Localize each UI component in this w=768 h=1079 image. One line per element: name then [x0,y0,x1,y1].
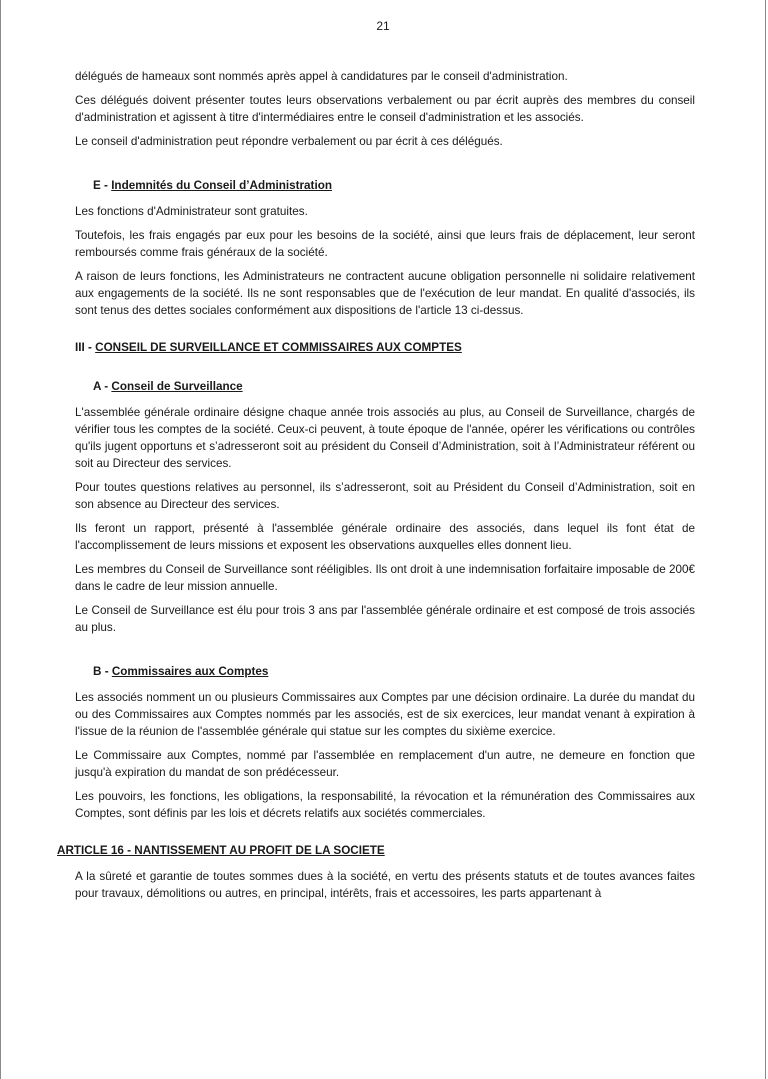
page-content [57,68,695,909]
paragraph: Toutefois, les frais engagés par eux pour les besoins de la société, ainsi que leurs frais de déplacement, leur seront remboursés comme frais généraux de la société. [75,229,695,259]
heading-title: Commissaires aux Comptes [111,665,269,678]
heading-prefix: E - [93,179,112,192]
section-heading-b [93,663,695,680]
section-heading-a [93,378,695,395]
paragraph: A raison de leurs fonctions, les Administrateurs ne contractent aucune obligation personnelle ni solidaire relativement aux engagements de la société. Ils ne sont responsables que de l'exécution de leur mandat. En qualité d'associés, ils sont tenus des dettes sociales conformément aux dispositions de l'article 13 ci-dessus. [75,270,695,317]
paragraph: délégués de hameaux sont nommés après appel à candidatures par le conseil d'administration. [75,70,568,83]
paragraph: Les membres du Conseil de Surveillance sont rééligibles. Ils ont droit à une indemnisation forfaitaire imposable de 200€ dans le cadre de leur mission annuelle. [75,563,695,593]
heading-title: Conseil de Surveillance [111,380,243,393]
paragraph: Les fonctions d'Administrateur sont gratuites. [75,205,308,218]
paragraph: Le Conseil de Surveillance est élu pour trois 3 ans par l'assemblée générale ordinaire et est composé de trois associés au plus. [75,604,695,634]
page-number: 21 [376,19,390,33]
paragraph: Pour toutes questions relatives au personnel, ils s’adresseront, soit au Président du Conseil d’Administration, soit en son absence au Directeur des services. [75,481,695,511]
paragraph: Les pouvoirs, les fonctions, les obligations, la responsabilité, la révocation et la rémunération des Commissaires aux Comptes, sont définis par les lois et décrets relatifs aux sociétés commerciales. [75,790,695,820]
section-heading-iii [75,339,695,356]
section-heading-e [93,177,695,194]
heading-prefix: B - [93,665,112,678]
heading-prefix: A - [93,380,112,393]
paragraph: Ces délégués doivent présenter toutes leurs observations verbalement ou par écrit auprès des membres du conseil d'administration et agissent à titre d'intermédiaires entre le conseil d'administration et les associés. [75,94,695,124]
heading-prefix: III - [75,341,96,354]
paragraph: L'assemblée générale ordinaire désigne chaque année trois associés au plus, au Conseil de Surveillance, chargés de vérifier tous les comptes de la société. Ceux-ci peuvent, à toute époque de l'année, opérer les vérifications ou contrôles qu'ils jugent opportuns et s’adresseront soit au président du Conseil d’Administration, soit à l’Administrateur référent ou soit au Directeur des services. [75,406,695,470]
article-title: ARTICLE 16 - NANTISSEMENT AU PROFIT DE LA SOCIETE [57,844,385,857]
paragraph: Le Commissaire aux Comptes, nommé par l'assemblée en remplacement d'un autre, ne demeure en fonction que jusqu'à expiration du mandat de son prédécesseur. [75,749,695,779]
heading-title: CONSEIL DE SURVEILLANCE ET COMMISSAIRES AUX COMPTES [95,341,462,354]
paragraph: Le conseil d'administration peut répondre verbalement ou par écrit à ces délégués. [75,135,503,148]
article-heading [57,842,695,859]
paragraph: Les associés nomment un ou plusieurs Commissaires aux Comptes par une décision ordinaire. La durée du mandat du ou des Commissaires aux Comptes nommés par les associés, est de six exercices, leur mandat venant à expiration à l'issue de la réunion de l'assemblée générale qui statue sur les comptes du sixième exercice. [75,691,695,738]
paragraph: A la sûreté et garantie de toutes sommes dues à la société, en vertu des présents statuts et de toutes avances faites pour travaux, démolitions ou autres, en principal, intérêts, frais et accessoires, les parts appartenant à [75,870,695,900]
heading-title: Indemnités du Conseil d’Administration [111,179,332,192]
paragraph: Ils feront un rapport, présenté à l'assemblée générale ordinaire des associés, dans lequel ils font état de l'accomplissement de leurs missions et exposent les observations auxquelles elles donnent lieu. [75,522,695,552]
